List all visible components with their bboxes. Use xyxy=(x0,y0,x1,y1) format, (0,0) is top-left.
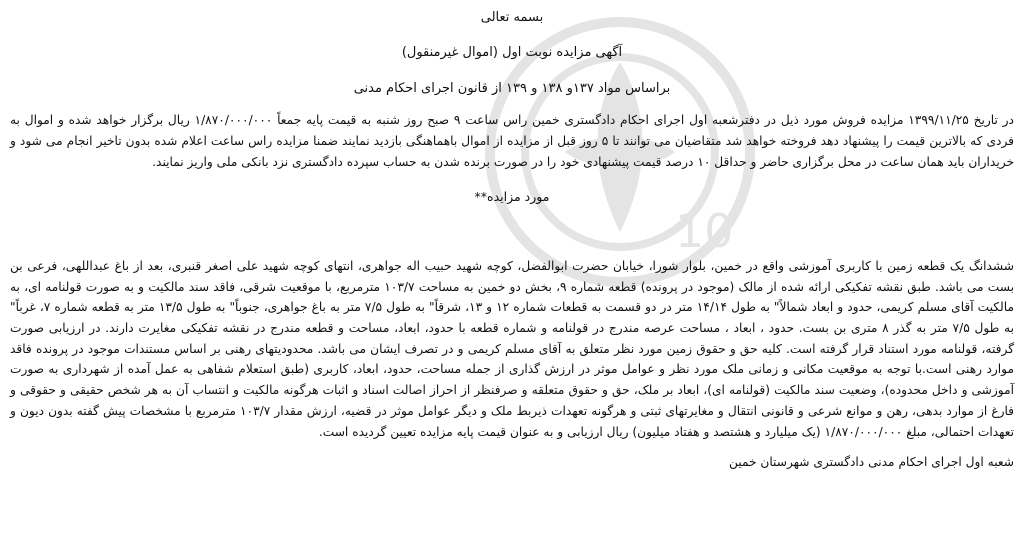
notice-title: آگهی مزایده نوبت اول (اموال غیرمنقول) xyxy=(401,44,623,60)
signature-line: شعبه اول اجرای احکام مدنی دادگستری شهرستان خمین xyxy=(728,455,1014,470)
legal-basis-line: براساس مواد ۱۳۷و ۱۳۸ و ۱۳۹ از قانون اجرای احکام مدنی xyxy=(353,81,671,97)
subject-heading: مورد مزایده** xyxy=(474,189,550,205)
intro-paragraph: در تاریخ ۱۳۹۹/۱۱/۲۵ مزایده فروش مورد ذیل در دفترشعبه اول اجرای احکام دادگستری خمین راس ساعت ۹ صبح روز شنبه به قیمت پایه جمعاً ۱/۸۷۰/۰۰۰/۰۰۰ ریال برگزار خواهد شده و اموال به فردی که بالاترین قیمت را پیشنهاد دهد فروخته خواهد شد متقاضیان می توانند تا ۵ روز قبل از مزایده از اموال باهماهنگی بازدید نمایند ضمنا مزایده راس ساعت اعلام شده بدون تاخیر انجام می شود و خریداران باید همان ساعت در محل برگزاری حاضر و حداقل ۱۰ درصد قیمت پیشنهادی خود را در صورت برنده شدن به حساب سپرده دادگستری نزد بانکی ملی واریز نمایند. xyxy=(10,113,1014,169)
invocation-line: بسمه تعالی xyxy=(480,10,544,25)
watermark-number: 10 xyxy=(675,204,734,258)
description-paragraph: ششدانگ یک قطعه زمین با کاربری آموزشی واقع در خمین، بلوار شورا، خیابان حضرت ابوالفضل، کوچه شهید حبیب اله جواهری، انتهای کوچه شهید علی اصغر قنبری، بعد از باغ عبداللهی، فرعی بن بست می باشد. طبق نقشه تفکیکی ارائه شده از مالک (موجود در پرونده) قطعه شماره ۹، بخش دو خمین به مساحت ۱۰۳/۷ مترمربع، با موقعیت شرقی، فاقد سند مالکیت و به صورت قولنامه ای، به مالکیت آقای مسلم کریمی، حدود و ابعاد شمالاً" به طول ۱۴/۱۴ متر در دو قسمت به قطعات شماره ۱۲ و ۱۳، شرقاً" به طول ۷/۵ متر به باغ جواهری، جنوباً" به طول ۱۳/۵ متر به قطعه شماره ۷، غرباً" به طول ۷/۵ متر به گذر ۸ متری بن بست. حدود ، ابعاد ، مساحت عرصه مندرج در قولنامه و شماره قطعه با حدود، ابعاد، مساحت و قطعه مندرج در نقشه تفکیکی مغایرت دارند. در ارزیابی صورت گرفته، قولنامه مورد استناد قرار گرفته است. کلیه حق و حقوق زمین مورد نظر متعلق به آقای مسلم کریمی و در تصرف ایشان می باشد. محدودیتهای رهنی بر اساس مستندات موجود در پرونده فاقد موارد رهنی است.با توجه به موقعیت مکانی و زمانی ملک مورد نظر و عوامل موثر در ارزش گذاری از جمله مساحت، حدود، ابعاد، کاربری (طبق استعلام شفاهی به عمل آمده از شهرداری به صورت آموزشی و داخل محدوده)، وضعیت سند مالکیت (قولنامه ای)، ابعاد بر ملک، حق و حقوق متعلقه و صرفنظر از احراز اصالت اسناد و اثبات هرگونه مالکیت و انتساب آن به هر شخص حقیقی و حقوقی و فارغ از موارد بدهی، رهن و موانع شرعی و قانونی انتقال و مغایرتهای ثبتی و هرگونه تعهدات ذیربط ملک و دیگر عوامل موثر در قضیه، ارزش مقدار ۱۰۳/۷ مترمربع با مشخصات پیش گفته بدون دیون و تعهدات احتمالی، مبلغ ۱/۸۷۰/۰۰۰/۰۰۰ (یک میلیارد و هشتصد و هفتاد میلیون) ریال ارزیابی و به عنوان قیمت پایه مزایده تعیین گردیده است. xyxy=(10,258,1015,439)
notice-document xyxy=(10,4,1014,485)
